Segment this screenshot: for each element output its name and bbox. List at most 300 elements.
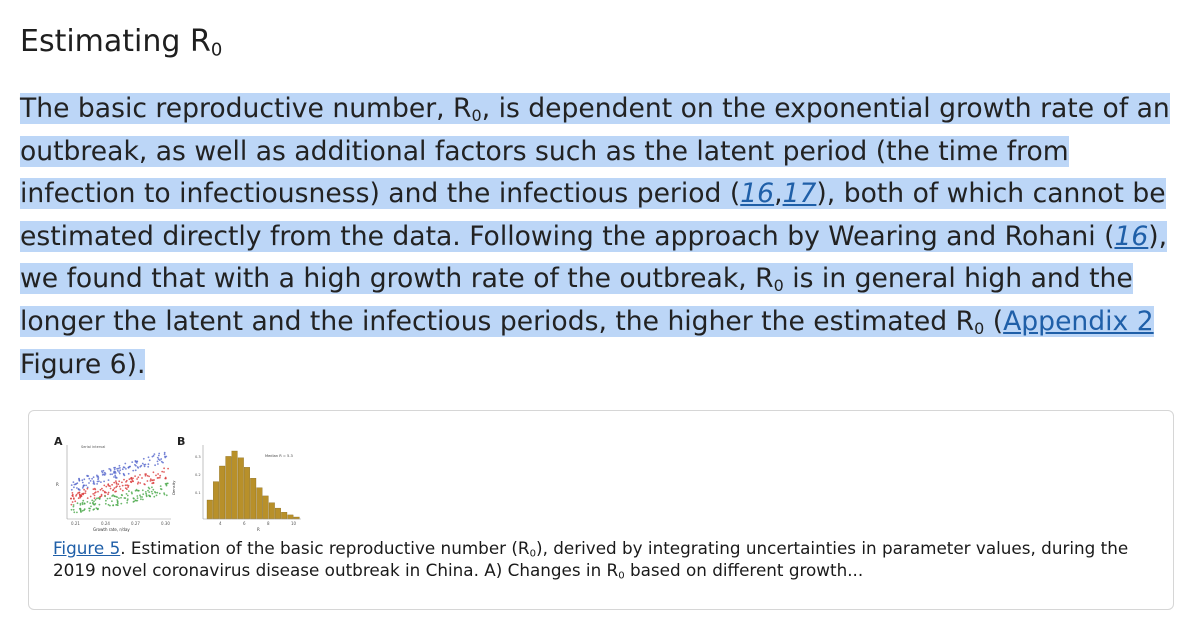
- scatter-dot: [117, 502, 119, 504]
- appendix-link[interactable]: Appendix 2: [1003, 305, 1154, 337]
- scatter-dot: [157, 473, 159, 475]
- scatter-dot: [71, 504, 73, 506]
- citation-comma: ,: [774, 178, 783, 210]
- scatter-dot: [119, 465, 121, 467]
- section-heading: [20, 22, 222, 62]
- scatter-dot: [118, 497, 120, 499]
- scatter-dot: [108, 479, 110, 481]
- scatter-dot: [137, 497, 139, 499]
- scatter-dot: [88, 508, 90, 510]
- scatter-dot: [74, 500, 76, 502]
- tick-a-2: 0.24: [101, 521, 110, 526]
- scatter-dot: [152, 493, 154, 495]
- scatter-dot: [147, 480, 149, 482]
- scatter-dot: [160, 485, 162, 487]
- scatter-dot: [113, 476, 115, 478]
- scatter-dot: [79, 480, 81, 482]
- scatter-dot: [165, 483, 167, 485]
- histogram-bar: [213, 482, 219, 519]
- scatter-dot: [135, 461, 137, 463]
- tick-b-y-1: 0.3: [195, 455, 201, 459]
- scatter-dot: [91, 500, 93, 502]
- scatter-dot: [132, 480, 134, 482]
- para-text-2: , is dependent on the exponential growth rate of an outbreak, as well as additional factors such as the latent period (the time from infection to infectiousness) and the infectious period (: [20, 93, 1170, 210]
- scatter-dot: [113, 482, 115, 484]
- scatter-dot: [110, 488, 112, 490]
- panel-a-label: A: [54, 435, 63, 448]
- scatter-dot: [117, 483, 119, 485]
- scatter-dot: [96, 483, 98, 485]
- scatter-dot: [126, 484, 128, 486]
- scatter-dot: [84, 502, 86, 504]
- para-text-4: ), we found that with a high growth rate of the outbreak, R: [20, 220, 1168, 295]
- scatter-dot: [154, 491, 156, 493]
- scatter-dot: [77, 502, 79, 504]
- scatter-dot: [130, 481, 132, 483]
- scatter-dot: [166, 485, 168, 487]
- r0-subscript: 0: [773, 276, 784, 296]
- scatter-dot: [132, 470, 134, 472]
- scatter-dot: [86, 475, 88, 477]
- scatter-dot: [148, 487, 150, 489]
- scatter-dot: [124, 497, 126, 499]
- scatter-dot: [73, 498, 75, 500]
- scatter-dot: [73, 511, 75, 513]
- scatter-dot: [119, 486, 121, 488]
- scatter-dot: [134, 464, 136, 466]
- scatter-dot: [72, 501, 74, 503]
- scatter-dot: [109, 497, 111, 499]
- scatter-dot: [87, 488, 89, 490]
- scatter-dot: [166, 494, 168, 496]
- scatter-dot: [160, 488, 162, 490]
- scatter-dot: [116, 483, 118, 485]
- scatter-dot: [121, 482, 123, 484]
- scatter-dot: [79, 508, 81, 510]
- scatter-dot: [94, 488, 96, 490]
- scatter-dot: [167, 483, 169, 485]
- scatter-dot: [81, 479, 83, 481]
- scatter-dot: [159, 475, 161, 477]
- tick-b-2: 6: [243, 521, 246, 526]
- scatter-dot: [122, 490, 124, 492]
- scatter-dot: [140, 496, 142, 498]
- scatter-dot: [78, 488, 80, 490]
- scatter-dot: [115, 480, 117, 482]
- scatter-dot: [96, 507, 98, 509]
- scatter-dot: [157, 463, 159, 465]
- scatter-dot: [80, 511, 82, 513]
- scatter-dot: [95, 499, 97, 501]
- scatter-dot: [101, 495, 103, 497]
- citation-link-16[interactable]: 16: [740, 178, 775, 210]
- scatter-dot: [126, 493, 128, 495]
- scatter-dot: [93, 508, 95, 510]
- scatter-dot: [115, 472, 117, 474]
- figure-card[interactable]: [28, 410, 1174, 610]
- scatter-dot: [93, 476, 95, 478]
- scatter-dot: [147, 490, 149, 492]
- scatter-dot: [95, 491, 97, 493]
- scatter-dot: [142, 463, 144, 465]
- scatter-dot: [105, 503, 107, 505]
- scatter-dot: [104, 492, 106, 494]
- scatter-dot: [158, 453, 160, 455]
- scatter-dot: [165, 478, 167, 480]
- scatter-dot: [152, 479, 154, 481]
- scatter-dot: [149, 459, 151, 461]
- scatter-dot: [97, 509, 99, 511]
- caption-subscript: 0: [529, 548, 537, 560]
- scatter-dot: [91, 478, 93, 480]
- scatter-dot: [104, 472, 106, 474]
- scatter-dot: [105, 486, 107, 488]
- scatter-dot: [159, 477, 161, 479]
- scatter-dot: [136, 495, 138, 497]
- scatter-dot: [103, 474, 105, 476]
- tick-a-1: 0.21: [71, 521, 80, 526]
- panel-b-histogram: [207, 451, 299, 519]
- scatter-dot: [93, 480, 95, 482]
- scatter-dot: [103, 485, 105, 487]
- scatter-dot: [139, 482, 141, 484]
- scatter-dot: [75, 483, 77, 485]
- scatter-dot: [107, 493, 109, 495]
- scatter-dot: [142, 489, 144, 491]
- scatter-dot: [148, 463, 150, 465]
- scatter-dot: [137, 467, 139, 469]
- caption-text-2: ), derived by integrating uncertainties in parameter values, during the 2019 novel coronavirus disease outbreak in China. A) Changes in R: [53, 538, 1129, 580]
- scatter-dot: [125, 468, 127, 470]
- scatter-dot: [167, 468, 169, 470]
- scatter-dot: [108, 468, 110, 470]
- scatter-dot: [142, 499, 144, 501]
- scatter-dot: [105, 500, 107, 502]
- scatter-dot: [73, 504, 75, 506]
- histogram-bar: [232, 451, 238, 519]
- scatter-dot: [84, 508, 86, 510]
- scatter-dot: [120, 488, 122, 490]
- scatter-dot: [110, 473, 112, 475]
- scatter-dot: [152, 456, 154, 458]
- tick-b-3: 8: [267, 521, 270, 526]
- scatter-dot: [103, 481, 105, 483]
- r0-subscript: 0: [974, 318, 985, 338]
- para-text-6: (: [984, 305, 1004, 337]
- x-axis-label-b: R: [257, 527, 260, 532]
- scatter-dot: [102, 472, 104, 474]
- scatter-dot: [89, 502, 91, 504]
- scatter-dot: [74, 484, 76, 486]
- scatter-dot: [138, 490, 140, 492]
- caption-text-1: . Estimation of the basic reproductive number (R: [120, 538, 530, 558]
- scatter-dot: [137, 481, 139, 483]
- scatter-dot: [141, 477, 143, 479]
- scatter-dot: [103, 470, 105, 472]
- scatter-dot: [135, 490, 137, 492]
- scatter-dot: [83, 489, 85, 491]
- scatter-dot: [107, 484, 109, 486]
- scatter-dot: [94, 495, 96, 497]
- histogram-bar: [275, 508, 281, 519]
- scatter-dot: [127, 498, 129, 500]
- scatter-dot: [133, 501, 135, 503]
- y-axis-label-a: R: [56, 482, 59, 487]
- scatter-dot: [90, 506, 92, 508]
- figure-5-link[interactable]: Figure 5: [53, 538, 121, 558]
- scatter-dot: [108, 492, 110, 494]
- scatter-dot: [133, 498, 135, 500]
- scatter-dot: [128, 490, 130, 492]
- scatter-dot: [90, 480, 92, 482]
- scatter-dot: [79, 497, 81, 499]
- scatter-dot: [88, 478, 90, 480]
- para-text-7: Figure 6).: [20, 348, 146, 380]
- scatter-dot: [119, 469, 121, 471]
- scatter-dot: [131, 491, 133, 493]
- histogram-bar: [250, 478, 256, 519]
- scatter-dot: [149, 495, 151, 497]
- scatter-dot: [97, 476, 99, 478]
- scatter-dot: [147, 466, 149, 468]
- scatter-dot: [125, 484, 127, 486]
- scatter-dot: [73, 481, 75, 483]
- scatter-dot: [155, 475, 157, 477]
- scatter-dot: [150, 480, 152, 482]
- scatter-dot: [113, 467, 115, 469]
- scatter-dot: [150, 478, 152, 480]
- scatter-dot: [143, 458, 145, 460]
- scatter-dot: [154, 464, 156, 466]
- scatter-dot: [153, 471, 155, 473]
- scatter-dot: [71, 509, 73, 511]
- scatter-dot: [157, 457, 159, 459]
- scatter-dot: [85, 490, 87, 492]
- panel-a-scatter: [70, 452, 169, 514]
- tick-b-y-2: 0.2: [195, 473, 201, 477]
- figure-caption: [53, 537, 1153, 581]
- scatter-dot: [108, 504, 110, 506]
- scatter-dot: [116, 485, 118, 487]
- scatter-dot: [148, 456, 150, 458]
- scatter-dot: [71, 489, 73, 491]
- scatter-dot: [82, 500, 84, 502]
- scatter-dot: [110, 470, 112, 472]
- scatter-dot: [85, 492, 87, 494]
- scatter-dot: [100, 481, 102, 483]
- scatter-dot: [164, 453, 166, 455]
- scatter-dot: [112, 494, 114, 496]
- scatter-dot: [82, 487, 84, 489]
- scatter-dot: [145, 493, 147, 495]
- scatter-dot: [137, 476, 139, 478]
- scatter-dot: [111, 484, 113, 486]
- scatter-dot: [156, 495, 158, 497]
- scatter-dot: [88, 482, 90, 484]
- r0-subscript: 0: [471, 105, 482, 125]
- scatter-dot: [100, 489, 102, 491]
- histogram-bar: [269, 503, 275, 519]
- scatter-dot: [134, 475, 136, 477]
- scatter-dot: [90, 496, 92, 498]
- figure-thumbnail[interactable]: [53, 431, 343, 537]
- scatter-dot: [87, 497, 89, 499]
- scatter-dot: [97, 481, 99, 483]
- panel-b-label: B: [177, 435, 186, 448]
- scatter-dot: [115, 504, 117, 506]
- scatter-dot: [125, 487, 127, 489]
- scatter-dot: [92, 493, 94, 495]
- scatter-dot: [118, 468, 120, 470]
- scatter-dot: [145, 475, 147, 477]
- tick-b-1: 4: [219, 521, 222, 526]
- histogram-bar: [263, 496, 269, 519]
- citation-link-16b[interactable]: 16: [1114, 220, 1149, 252]
- scatter-dot: [139, 474, 141, 476]
- histogram-bar: [207, 500, 213, 519]
- scatter-dot: [129, 466, 131, 468]
- scatter-dot: [127, 486, 129, 488]
- x-axis-label-a: Growth rate, r/day: [93, 527, 130, 532]
- scatter-dot: [146, 494, 148, 496]
- scatter-dot: [76, 512, 78, 514]
- tick-b-y-3: 0.1: [195, 491, 201, 495]
- scatter-dot: [89, 510, 91, 512]
- para-text-5: is in general high and the longer the latent and the infectious periods, the higher the estimated R: [20, 263, 1133, 337]
- caption-text-3: based on different growth...: [624, 560, 864, 580]
- scatter-dot: [97, 491, 99, 493]
- scatter-dot: [107, 498, 109, 500]
- legend-title: Serial interval: [81, 445, 106, 449]
- scatter-dot: [139, 494, 141, 496]
- scatter-dot: [73, 506, 75, 508]
- scatter-dot: [126, 502, 128, 504]
- histogram-bar: [238, 458, 244, 519]
- scatter-dot: [136, 478, 138, 480]
- scatter-dot: [83, 478, 85, 480]
- scatter-dot: [123, 466, 125, 468]
- scatter-dot: [118, 480, 120, 482]
- highlighted-selection: [20, 93, 1170, 380]
- citation-link-17[interactable]: 17: [782, 178, 817, 210]
- scatter-dot: [119, 473, 121, 475]
- scatter-dot: [148, 491, 150, 493]
- scatter-dot: [127, 495, 129, 497]
- scatter-dot: [161, 471, 163, 473]
- scatter-dot: [122, 468, 124, 470]
- scatter-dot: [160, 458, 162, 460]
- scatter-dot: [153, 482, 155, 484]
- scatter-dot: [114, 487, 116, 489]
- scatter-dot: [83, 484, 85, 486]
- scatter-dot: [87, 501, 89, 503]
- scatter-dot: [122, 485, 124, 487]
- scatter-dot: [164, 452, 166, 454]
- scatter-dot: [157, 477, 159, 479]
- scatter-dot: [73, 509, 75, 511]
- scatter-dot: [158, 458, 160, 460]
- scatter-dot: [101, 488, 103, 490]
- tick-a-3: 0.27: [131, 521, 140, 526]
- scatter-dot: [154, 453, 156, 455]
- scatter-dot: [142, 493, 144, 495]
- heading-subscript: 0: [210, 39, 223, 61]
- tick-a-4: 0.30: [161, 521, 170, 526]
- scatter-dot: [130, 478, 132, 480]
- scatter-dot: [71, 484, 73, 486]
- histogram-bar: [244, 467, 250, 519]
- scatter-dot: [117, 470, 119, 472]
- scatter-dot: [94, 497, 96, 499]
- scatter-dot: [72, 492, 74, 494]
- scatter-dot: [125, 481, 127, 483]
- scatter-dot: [123, 479, 125, 481]
- scatter-dot: [73, 486, 75, 488]
- para-text-1: The basic reproductive number, R: [20, 93, 472, 124]
- y-axis-label-b: Density: [171, 480, 176, 495]
- scatter-dot: [82, 482, 84, 484]
- scatter-dot: [111, 473, 113, 475]
- scatter-dot: [102, 490, 104, 492]
- scatter-dot: [145, 473, 147, 475]
- scatter-dot: [124, 475, 126, 477]
- scatter-dot: [136, 500, 138, 502]
- scatter-dot: [140, 465, 142, 467]
- scatter-dot: [144, 466, 146, 468]
- scatter-dot: [78, 497, 80, 499]
- scatter-dot: [111, 500, 113, 502]
- scatter-dot: [151, 491, 153, 493]
- scatter-dot: [80, 504, 82, 506]
- scatter-dot: [159, 493, 161, 495]
- scatter-dot: [164, 457, 166, 459]
- scatter-dot: [77, 492, 79, 494]
- scatter-dot: [156, 492, 158, 494]
- scatter-dot: [131, 461, 133, 463]
- tick-b-4: 10: [291, 521, 297, 526]
- scatter-dot: [82, 502, 84, 504]
- scatter-dot: [83, 493, 85, 495]
- scatter-dot: [114, 475, 116, 477]
- scatter-dot: [99, 504, 101, 506]
- scatter-dot: [161, 461, 163, 463]
- scatter-dot: [120, 503, 122, 505]
- scatter-dot: [112, 505, 114, 507]
- scatter-dot: [121, 494, 123, 496]
- scatter-dot: [115, 491, 117, 493]
- scatter-dot: [163, 467, 165, 469]
- scatter-dot: [136, 461, 138, 463]
- scatter-dot: [158, 455, 160, 457]
- scatter-dot: [128, 473, 130, 475]
- scatter-dot: [145, 491, 147, 493]
- scatter-dot: [117, 500, 119, 502]
- scatter-dot: [85, 485, 87, 487]
- scatter-dot: [120, 497, 122, 499]
- scatter-dot: [112, 489, 114, 491]
- scatter-dot: [76, 494, 78, 496]
- scatter-dot: [116, 477, 118, 479]
- scatter-dot: [72, 494, 74, 496]
- histogram-bar: [288, 515, 294, 519]
- scatter-dot: [98, 497, 100, 499]
- scatter-dot: [70, 498, 72, 500]
- body-paragraph: [20, 88, 1190, 386]
- histogram-bar: [226, 456, 232, 519]
- histogram-bar: [219, 466, 225, 519]
- scatter-dot: [117, 504, 119, 506]
- scatter-dot: [148, 476, 150, 478]
